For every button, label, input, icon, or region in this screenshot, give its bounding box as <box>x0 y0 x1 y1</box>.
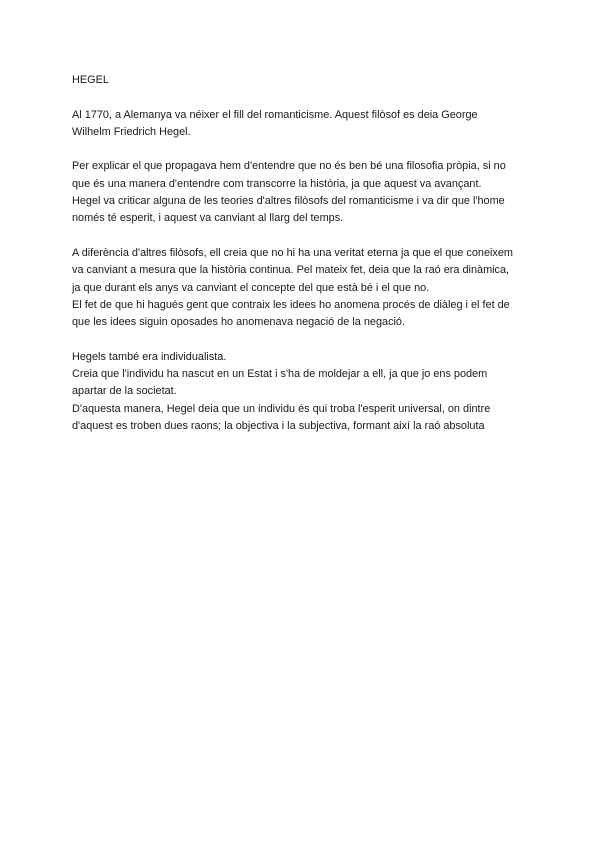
document-title: HEGEL <box>72 74 109 86</box>
text-line: Al 1770, a Alemanya va néixer el fill del romanticisme. Aquest filòsof es deia George <box>72 108 478 121</box>
text-line: Per explicar el que propagava hem d'entendre que no és ben bé una filosofia pròpia, si no <box>72 160 506 173</box>
text-line: El fet de que hi hagués gent que contraix les idees ho anomena procés de diàleg i el fet de <box>72 298 510 311</box>
paragraph-spacer <box>72 141 532 158</box>
paragraph-1 <box>72 107 532 142</box>
text-line: només té esperit, i aquest va canviant al llarg del temps. <box>72 212 344 225</box>
text-line: Creia que l'individu ha nascut en un Estat i s'ha de moldejar a ell, ja que jo ens podem <box>72 368 488 381</box>
paragraph-4 <box>72 349 532 435</box>
text-line: que és una manera d'entendre com transcorre la història, ja que aquest va avançant. <box>72 177 482 190</box>
text-line: Hegels també era individualista. <box>72 350 227 363</box>
text-line: Wilhelm Friedrich Hegel. <box>72 125 191 138</box>
document-body <box>72 72 532 435</box>
text-line: d'aquest es troben dues raons; la objectiva i la subjectiva, formant així la raó absoluta <box>72 419 485 432</box>
paragraph-spacer <box>72 228 532 245</box>
text-line: apartar de la societat. <box>72 385 177 398</box>
text-line: D'aquesta manera, Hegel deia que un individu és qui troba l'esperit universal, on dintre <box>72 402 491 415</box>
paragraph-spacer <box>72 89 532 106</box>
paragraph-2 <box>72 158 532 227</box>
text-line: ja que durant els anys va canviant el concepte del que està bé i el que no. <box>72 281 430 294</box>
paragraph-spacer <box>72 331 532 348</box>
text-line: que les idees siguin oposades ho anomenava negació de la negació. <box>72 316 406 329</box>
paragraph-3 <box>72 245 532 331</box>
text-line: A diferència d'altres filòsofs, ell creia que no hi ha una veritat eterna ja que el que coneixem <box>72 246 513 259</box>
text-line: va canviant a mesura que la història continua. Pel mateix fet, deia que la raó era dinàmica, <box>72 264 510 277</box>
text-line: Hegel va criticar alguna de les teories d'altres filòsofs del romanticisme i va dir que l'home <box>72 195 505 208</box>
